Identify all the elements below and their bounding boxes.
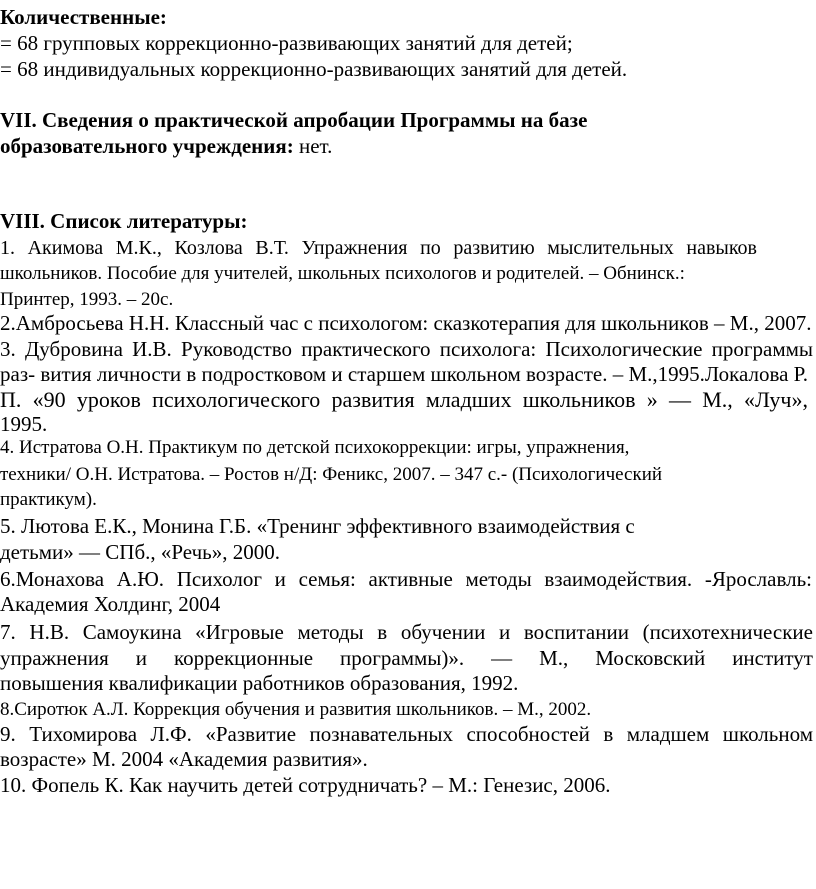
reference-line: П. «90 уроков психологического развития младших школьников » — М., «Луч», [0,387,808,412]
section7-heading-line-2-row [0,134,332,159]
reference-line: 4. Истратова О.Н. Практикум по детской психокоррекции: игры, упражнения, [0,437,630,458]
reference-line: 5. Лютова Е.К., Монина Г.Б. «Тренинг эффективного взаимодействия с [0,514,635,538]
section8-heading: VIII. Список литературы: [0,209,248,233]
reference-line: практикум). [0,489,97,510]
section7-heading-line-2: образовательного учреждения: [0,134,294,158]
reference-line: 1. Акимова М.К., Козлова В.Т. Упражнения по развитию мыслительных навыков [0,237,757,259]
quantitative-line-2: = 68 индивидуальных коррекционно-развивающих занятий для детей. [0,57,628,81]
reference-line: детьми» — СПб., «Речь», 2000. [0,540,280,564]
reference-line: упражнения и коррекционные программы)». — М., Московский институт [0,646,813,670]
reference-line: повышения квалификации работников образования, 1992. [0,671,519,695]
quantitative-heading: Количественные: [0,5,167,29]
reference-line: 7. Н.В. Самоукина «Игровые методы в обучении и воспитании (психотехнические [0,620,813,644]
section7-value: нет. [298,134,333,158]
reference-line: Принтер, 1993. – 20с. [0,289,174,310]
reference-line: школьников. Пособие для учителей, школьных психологов и родителей. – Обнинск.: [0,263,685,284]
section7-heading-line-1: VII. Сведения о практической апробации Программы на базе [0,108,588,132]
quantitative-line-1: = 68 групповых коррекционно-развивающих занятий для детей; [0,31,573,55]
reference-line: 3. Дубровина И.В. Руководство практического психолога: Психологические программы [0,337,813,361]
reference-line: техники/ О.Н. Истратова. – Ростов н/Д: Феникс, 2007. – 347 с.- (Психологический [0,464,663,485]
reference-line: 9. Тихомирова Л.Ф. «Развитие познавательных способностей в младшем школьном [0,722,813,746]
reference-line: 8.Сиротюк А.Л. Коррекция обучения и развития школьников. – М., 2002. [0,699,592,720]
reference-line: Академия Холдинг, 2004 [0,592,221,616]
reference-line: возрасте» М. 2004 «Академия развития». [0,747,368,771]
reference-line: 2.Амбросьева Н.Н. Классный час с психологом: сказкотерапия для школьников – М., 2007. [0,311,812,335]
reference-line: 1995. [0,412,48,436]
reference-line: 10. Фопель К. Как научить детей сотрудничать? – М.: Генезис, 2006. [0,773,611,797]
reference-line: 6.Монахова А.Ю. Психолог и семья: активные методы взаимодействия. -Ярославль: [0,567,812,591]
reference-line: раз- вития личности в подростковом и старшем школьном возрасте. – М.,1995.Локалова Р. [0,362,808,386]
